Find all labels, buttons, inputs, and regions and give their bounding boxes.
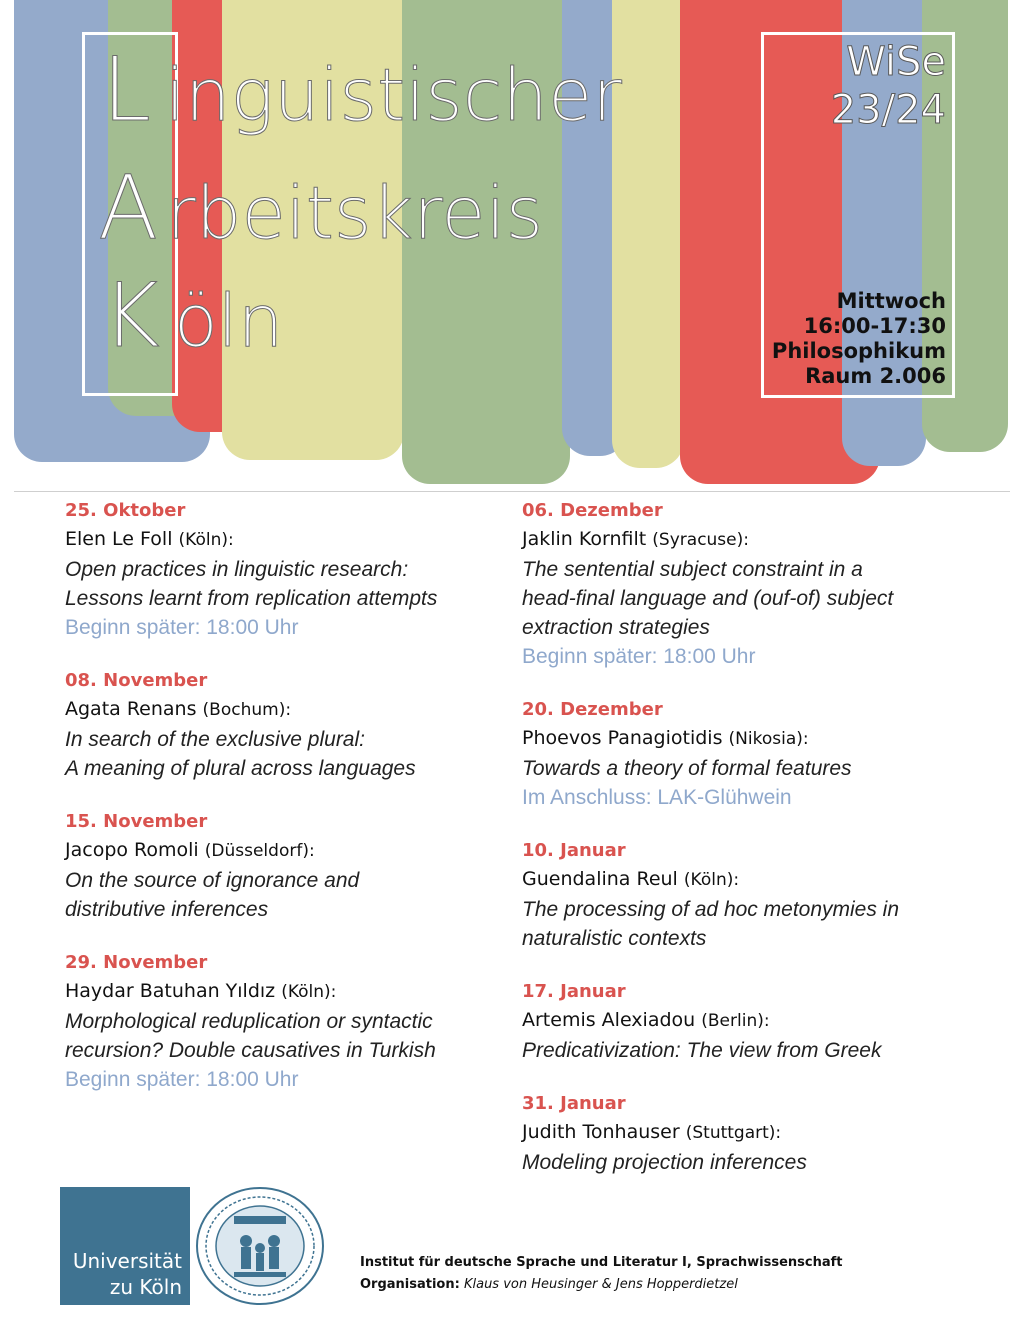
event-item (522, 498, 982, 671)
event-item (522, 838, 982, 953)
event-date: 17. Januar (522, 981, 626, 1002)
talk-title-line: Lessons learnt from replication attempts (65, 587, 438, 610)
talk-title-line: Modeling projection inferences (522, 1151, 807, 1174)
talk-title-line: Open practices in linguistic research: (65, 558, 409, 581)
speaker-affiliation: (Stuttgart): (685, 1123, 782, 1143)
title-initial-a: A (98, 156, 159, 259)
meeting-building: Philosophikum (771, 339, 946, 363)
semester-line-2: 23/24 (830, 87, 946, 133)
speaker-affiliation: (Köln): (683, 870, 740, 890)
logo-text-line-2: zu Köln (109, 1275, 182, 1299)
talk-title-line: Towards a theory of formal features (522, 757, 852, 780)
speaker-name: Haydar Batuhan Yıldız (65, 980, 276, 1002)
event-item (65, 809, 525, 924)
event-speaker (522, 524, 982, 555)
event-date: 10. Januar (522, 840, 626, 861)
event-speaker (65, 835, 525, 866)
talk-title-line: head-final language and (ouf-of) subject (522, 587, 894, 610)
talk-title-line: extraction strategies (522, 616, 710, 639)
event-speaker (65, 694, 525, 725)
meeting-info (772, 289, 946, 389)
event-item (522, 697, 982, 812)
title-rest-3: öln (173, 279, 284, 363)
title-initial-k: K (102, 264, 160, 367)
speaker-affiliation: (Köln): (178, 530, 234, 550)
event-item (65, 668, 525, 783)
speaker-affiliation: (Nikosia): (728, 729, 809, 749)
speaker-name: Agata Renans (65, 698, 197, 720)
divider (14, 491, 1010, 492)
event-note: Beginn später: 18:00 Uhr (522, 645, 756, 668)
event-item (65, 950, 525, 1094)
talk-title-line: distributive inferences (65, 898, 269, 921)
meeting-day: Mittwoch (836, 289, 946, 313)
talk-title-line: The sentential subject constraint in a (522, 558, 863, 581)
talk-title-line: A meaning of plural across languages (65, 757, 416, 780)
logo-text-line-1: Universität (72, 1249, 182, 1273)
speaker-affiliation: (Düsseldorf): (204, 841, 315, 861)
organisation-names: Klaus von Heusinger & Jens Hopperdietzel (463, 1277, 738, 1292)
event-note: Im Anschluss: LAK-Glühwein (522, 786, 792, 809)
speaker-name: Phoevos Panagiotidis (522, 727, 723, 749)
talk-title-line: On the source of ignorance and (65, 869, 360, 892)
event-speaker (65, 976, 525, 1007)
semester-line-1: WiSe (846, 39, 946, 85)
title-rest-1: inguistischer (165, 53, 622, 137)
event-item (65, 498, 525, 642)
talk-title-line: Morphological reduplication or syntactic (65, 1010, 433, 1033)
speaker-name: Judith Tonhauser (522, 1121, 680, 1143)
meeting-room: Raum 2.006 (805, 364, 946, 388)
talk-title-line: naturalistic contexts (522, 927, 707, 950)
event-speaker (65, 524, 525, 555)
title-line-1 (102, 38, 622, 141)
talk-title-line: recursion? Double causatives in Turkish (65, 1039, 436, 1062)
title-line-2 (98, 156, 544, 259)
speaker-name: Artemis Alexiadou (522, 1009, 696, 1031)
speaker-affiliation: (Köln): (281, 982, 337, 1002)
speaker-name: Jacopo Romoli (65, 839, 199, 861)
university-logo (60, 1187, 190, 1305)
schedule-left-column (65, 498, 525, 1120)
talk-title-line: In search of the exclusive plural: (65, 728, 365, 751)
speaker-name: Guendalina Reul (522, 868, 678, 890)
event-speaker (522, 1117, 982, 1148)
institute-name: Institut für deutsche Sprache und Literatur I, Sprachwissenschaft (360, 1255, 843, 1270)
event-note: Beginn später: 18:00 Uhr (65, 616, 299, 639)
event-date: 08. November (65, 670, 208, 691)
header-banner (0, 0, 1024, 490)
event-item (522, 979, 982, 1065)
event-date: 15. November (65, 811, 208, 832)
event-date: 20. Dezember (522, 699, 663, 720)
speaker-affiliation: (Syracuse): (652, 530, 749, 550)
event-date: 25. Oktober (65, 500, 186, 521)
event-speaker (522, 864, 982, 895)
speaker-affiliation: (Bochum): (202, 700, 292, 720)
speaker-affiliation: (Berlin): (701, 1011, 770, 1031)
schedule-right-column (522, 498, 982, 1203)
event-date: 31. Januar (522, 1093, 626, 1114)
speaker-name: Jaklin Kornfilt (522, 528, 647, 550)
title-initial-l: L (102, 38, 152, 141)
organisation-label: Organisation: (360, 1277, 460, 1292)
event-item (522, 1091, 982, 1177)
title-rest-2: rbeitskreis (166, 171, 544, 255)
talk-title-line: The processing of ad hoc metonymies in (522, 898, 900, 921)
organisation-line (360, 1277, 738, 1292)
speaker-name: Elen Le Foll (65, 528, 173, 550)
title-line-3 (102, 264, 284, 367)
event-date: 06. Dezember (522, 500, 663, 521)
talk-title-line: Predicativization: The view from Greek (522, 1039, 882, 1062)
event-note: Beginn später: 18:00 Uhr (65, 1068, 299, 1091)
event-speaker (522, 723, 982, 754)
university-seal-icon (194, 1186, 326, 1306)
event-speaker (522, 1005, 982, 1036)
stripe-yellow (612, 0, 684, 468)
meeting-time: 16:00-17:30 (803, 314, 946, 338)
event-date: 29. November (65, 952, 208, 973)
